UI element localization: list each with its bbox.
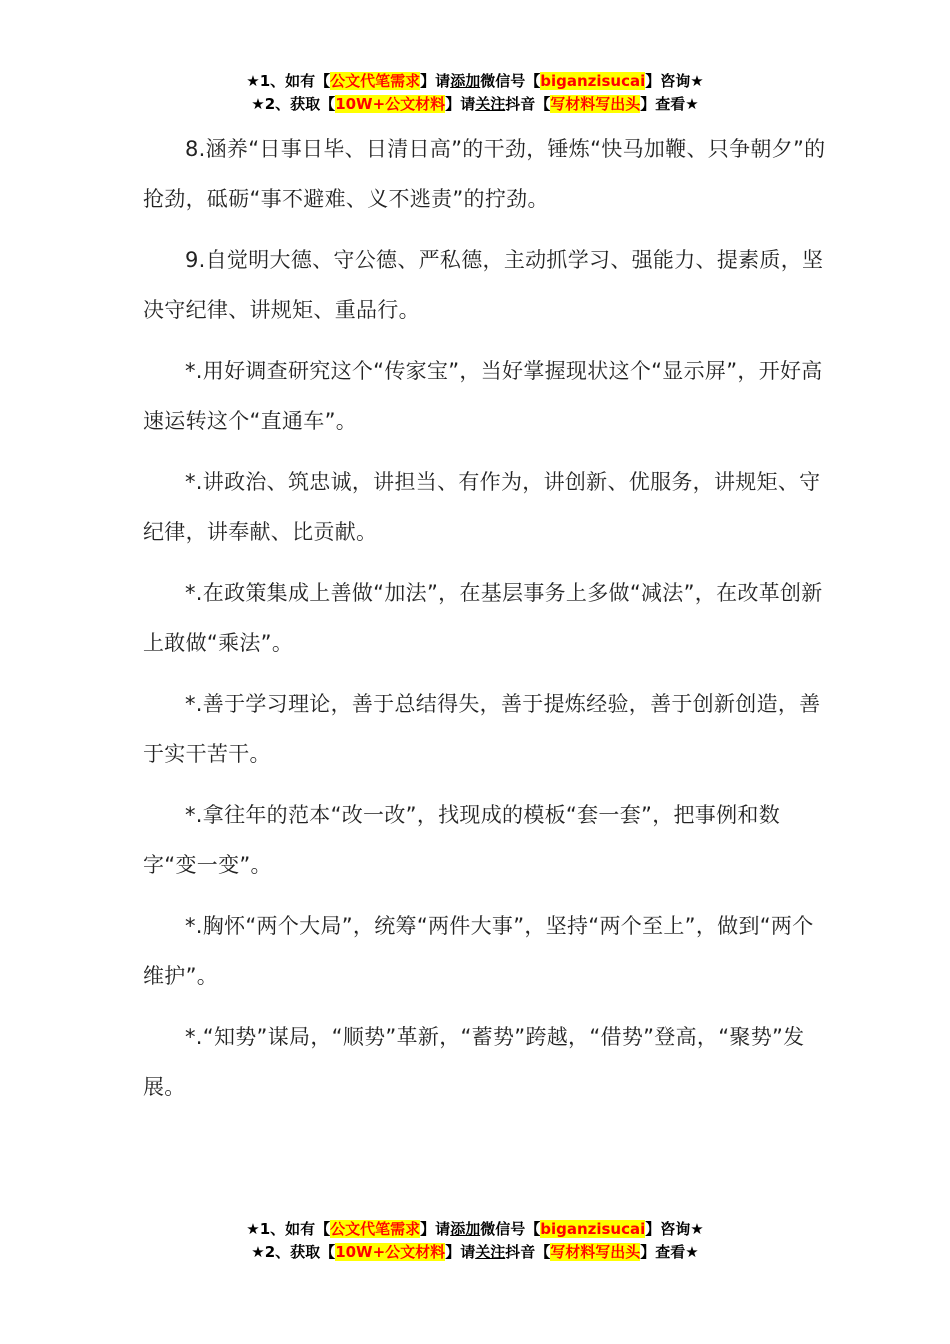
banner-underline: 添加: [450, 72, 481, 90]
paragraph-momentum: *.“知势”谋局，“顺势”革新，“蓄势”跨越，“借势”登高，“聚势”发展。: [143, 1025, 805, 1099]
banner-text: 】请: [445, 1243, 476, 1261]
paragraph-research: *.用好调查研究这个“传家宝”，当好掌握现状这个“显示屏”，开好高速运转这个“直通车”。: [143, 359, 823, 433]
banner-highlight: 写材料写出头: [550, 95, 641, 113]
header-banner: [0, 70, 950, 116]
banner-text: 微信号【: [480, 1220, 541, 1238]
banner-text: 】请: [420, 1220, 451, 1238]
banner-underline: 关注: [475, 1243, 506, 1261]
banner-text: ★1、如有【: [246, 72, 331, 90]
banner-highlight: 公文代笔需求: [330, 1220, 421, 1238]
banner-text: ★2、获取【: [251, 95, 336, 113]
paragraph-8: 8.涵养“日事日毕、日清日高”的干劲，锤炼“快马加鞭、只争朝夕”的抢劲，砥砺“事不避难、义不逃责”的拧劲。: [143, 137, 826, 211]
paragraph-policy: *.在政策集成上善做“加法”，在基层事务上多做“减法”，在改革创新上敢做“乘法”。: [143, 581, 823, 655]
banner-text: 】请: [445, 95, 476, 113]
banner-text: 】咨询★: [645, 72, 704, 90]
banner-text: 】查看★: [640, 1243, 699, 1261]
footer-banner: [0, 1218, 950, 1264]
footer-banner-line-1: [0, 1218, 950, 1241]
paragraph-9: 9.自觉明大德、守公德、严私德，主动抓学习、强能力、提素质，坚决守纪律、讲规矩、重品行。: [143, 248, 824, 322]
banner-highlight: 10W+公文材料: [335, 1243, 446, 1261]
banner-highlight: 写材料写出头: [550, 1243, 641, 1261]
banner-text: ★2、获取【: [251, 1243, 336, 1261]
banner-text: 抖音【: [505, 95, 551, 113]
header-banner-line-1: [0, 70, 950, 93]
banner-highlight: 10W+公文材料: [335, 95, 446, 113]
banner-text: 】请: [420, 72, 451, 90]
paragraph-politics: *.讲政治、筑忠诚，讲担当、有作为，讲创新、优服务，讲规矩、守纪律，讲奉献、比贡献。: [143, 470, 821, 544]
footer-banner-line-2: [0, 1241, 950, 1264]
document-body: [143, 124, 833, 1123]
banner-text: 抖音【: [505, 1243, 551, 1261]
banner-text: 】查看★: [640, 95, 699, 113]
banner-text: ★1、如有【: [246, 1220, 331, 1238]
paragraph-two: *.胸怀“两个大局”，统筹“两件大事”，坚持“两个至上”，做到“两个维护”。: [143, 914, 814, 988]
paragraph-learning: *.善于学习理论，善于总结得失，善于提炼经验，善于创新创造，善于实干苦干。: [143, 692, 821, 766]
banner-text: 微信号【: [480, 72, 541, 90]
banner-underline: 关注: [475, 95, 506, 113]
banner-highlight: 公文代笔需求: [330, 72, 421, 90]
banner-highlight: biganzisucai: [540, 72, 646, 90]
paragraph-template: *.拿往年的范本“改一改”，找现成的模板“套一套”，把事例和数字“变一变”。: [143, 803, 780, 877]
header-banner-line-2: [0, 93, 950, 116]
banner-highlight: biganzisucai: [540, 1220, 646, 1238]
banner-underline: 添加: [450, 1220, 481, 1238]
banner-text: 】咨询★: [645, 1220, 704, 1238]
